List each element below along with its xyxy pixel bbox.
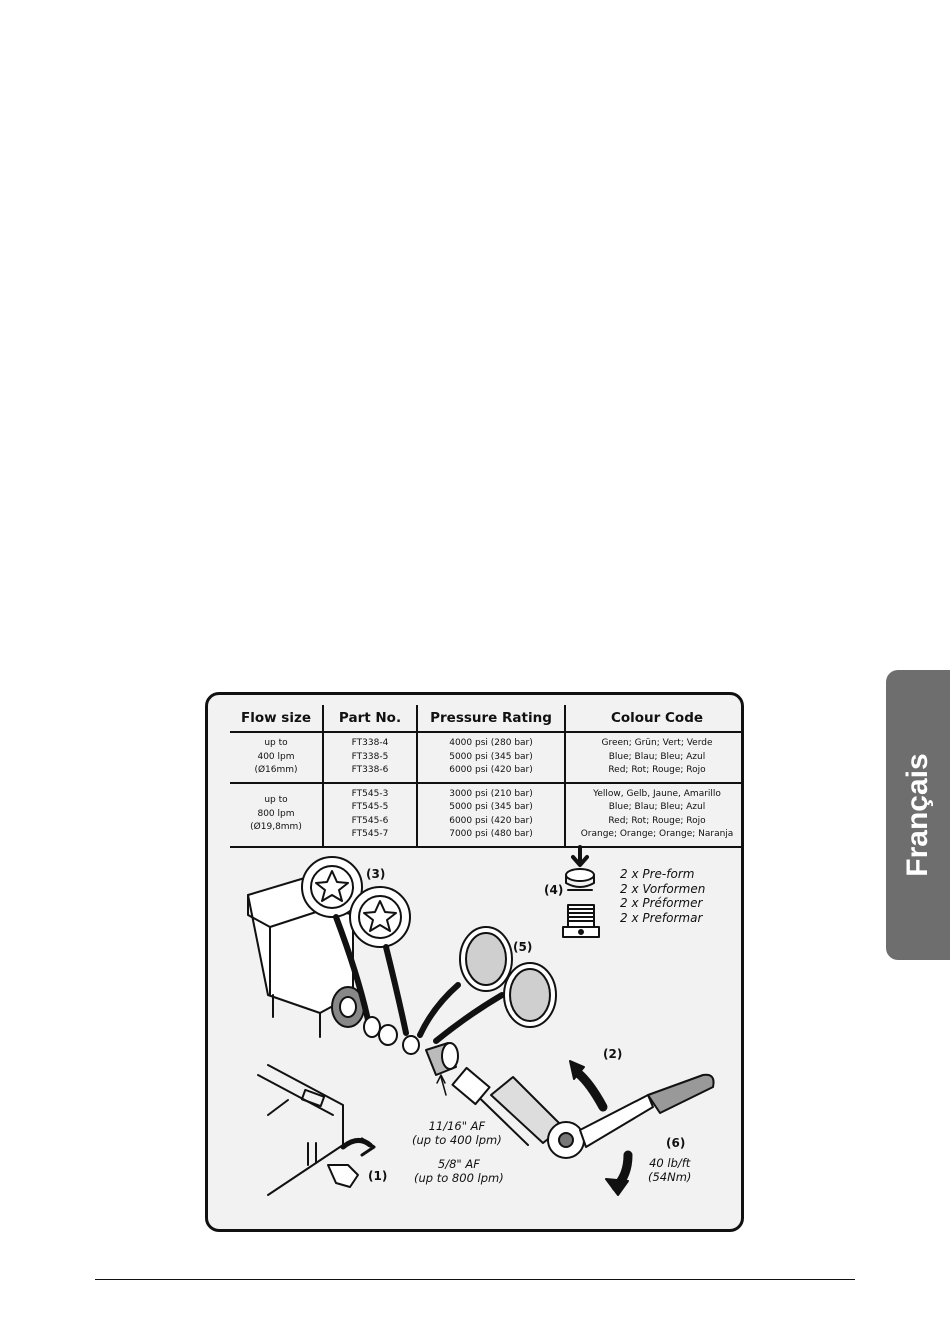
spanner-size: 11/16" AF [428, 1119, 486, 1133]
step-label-1: (1) [368, 1169, 388, 1183]
installation-drawing [208, 695, 744, 1232]
preform-instructions [620, 867, 705, 925]
small-ring [379, 1025, 397, 1045]
colour-line: Blue; Blau; Bleu; Azul [608, 751, 706, 762]
flow-line: (Ø16mm) [254, 765, 298, 775]
fitting-diagram [205, 692, 744, 1232]
language-tab [886, 670, 950, 960]
part-line: FT338-5 [351, 751, 389, 762]
colour-line: Blue; Blau; Bleu; Azul [608, 802, 706, 812]
footer-rule [95, 1279, 855, 1280]
machine-frame [258, 1065, 358, 1195]
header-part-no: Part No. [323, 705, 417, 732]
small-ring [403, 1036, 419, 1054]
preform-die [563, 847, 599, 937]
pressure-line: 3000 psi (210 bar) [449, 788, 533, 799]
seal-disc-5a [460, 927, 512, 991]
pressure-line: 7000 psi (480 bar) [449, 829, 533, 839]
seal-disc-3b [350, 887, 410, 947]
colour-line: Yellow, Gelb, Jaune, Amarillo [593, 788, 721, 799]
preform-line: 2 x Préformer [620, 896, 703, 910]
fitting-plug [426, 1043, 458, 1075]
pressure-line: 5000 psi (345 bar) [449, 802, 533, 812]
step-label-5: (5) [513, 940, 533, 954]
step-label-3: (3) [366, 867, 386, 881]
part-line: FT545-5 [351, 802, 389, 812]
preform-line: 2 x Preformar [620, 910, 703, 925]
flow-line: 800 lpm [257, 808, 295, 819]
header-flow-size: Flow size [230, 705, 323, 732]
part-line: FT545-7 [351, 829, 389, 839]
language-tab-label: Français [901, 753, 934, 877]
pressure-line: 4000 psi (280 bar) [449, 738, 533, 748]
torque-line: 40 lb/ft [649, 1156, 691, 1170]
small-ring [364, 1017, 380, 1037]
header-pressure-rating: Pressure Rating [417, 705, 565, 732]
seal-disc-5b [504, 963, 556, 1027]
spanner-range: (up to 400 lpm) [412, 1133, 502, 1147]
pressure-line: 6000 psi (420 bar) [449, 765, 533, 775]
flow-line: (Ø19,8mm) [250, 822, 302, 833]
spanner-size-small [412, 1119, 502, 1147]
header-colour-code: Colour Code [565, 705, 744, 732]
torque-value [648, 1156, 691, 1184]
colour-line: Orange; Orange; Orange; Naranja [580, 829, 734, 839]
spanner-size-large [414, 1157, 504, 1185]
step-label-4: (4) [544, 883, 564, 897]
torque-line: (54Nm) [648, 1170, 692, 1184]
spanner-range: (up to 800 lpm) [414, 1171, 504, 1185]
preform-line: 2 x Pre-form [620, 867, 695, 881]
step-label-2: (2) [603, 1047, 623, 1061]
flow-line: 400 lpm [257, 751, 295, 762]
part-line: FT338-6 [351, 765, 389, 775]
flow-line: up to [264, 738, 288, 748]
pressure-line: 5000 psi (345 bar) [449, 751, 533, 762]
flow-line: up to [264, 795, 288, 806]
preform-line: 2 x Vorformen [620, 881, 706, 896]
step-label-6: (6) [666, 1136, 686, 1150]
colour-line: Red; Rot; Rouge; Rojo [608, 765, 706, 775]
part-line: FT545-6 [351, 815, 389, 826]
spanner-size: 5/8" AF [437, 1157, 480, 1171]
colour-line: Red; Rot; Rouge; Rojo [608, 815, 706, 826]
pressure-line: 6000 psi (420 bar) [449, 815, 533, 826]
part-line: FT545-3 [351, 788, 389, 799]
colour-line: Green; Grün; Vert; Verde [601, 738, 713, 748]
part-line: FT338-4 [351, 738, 389, 748]
